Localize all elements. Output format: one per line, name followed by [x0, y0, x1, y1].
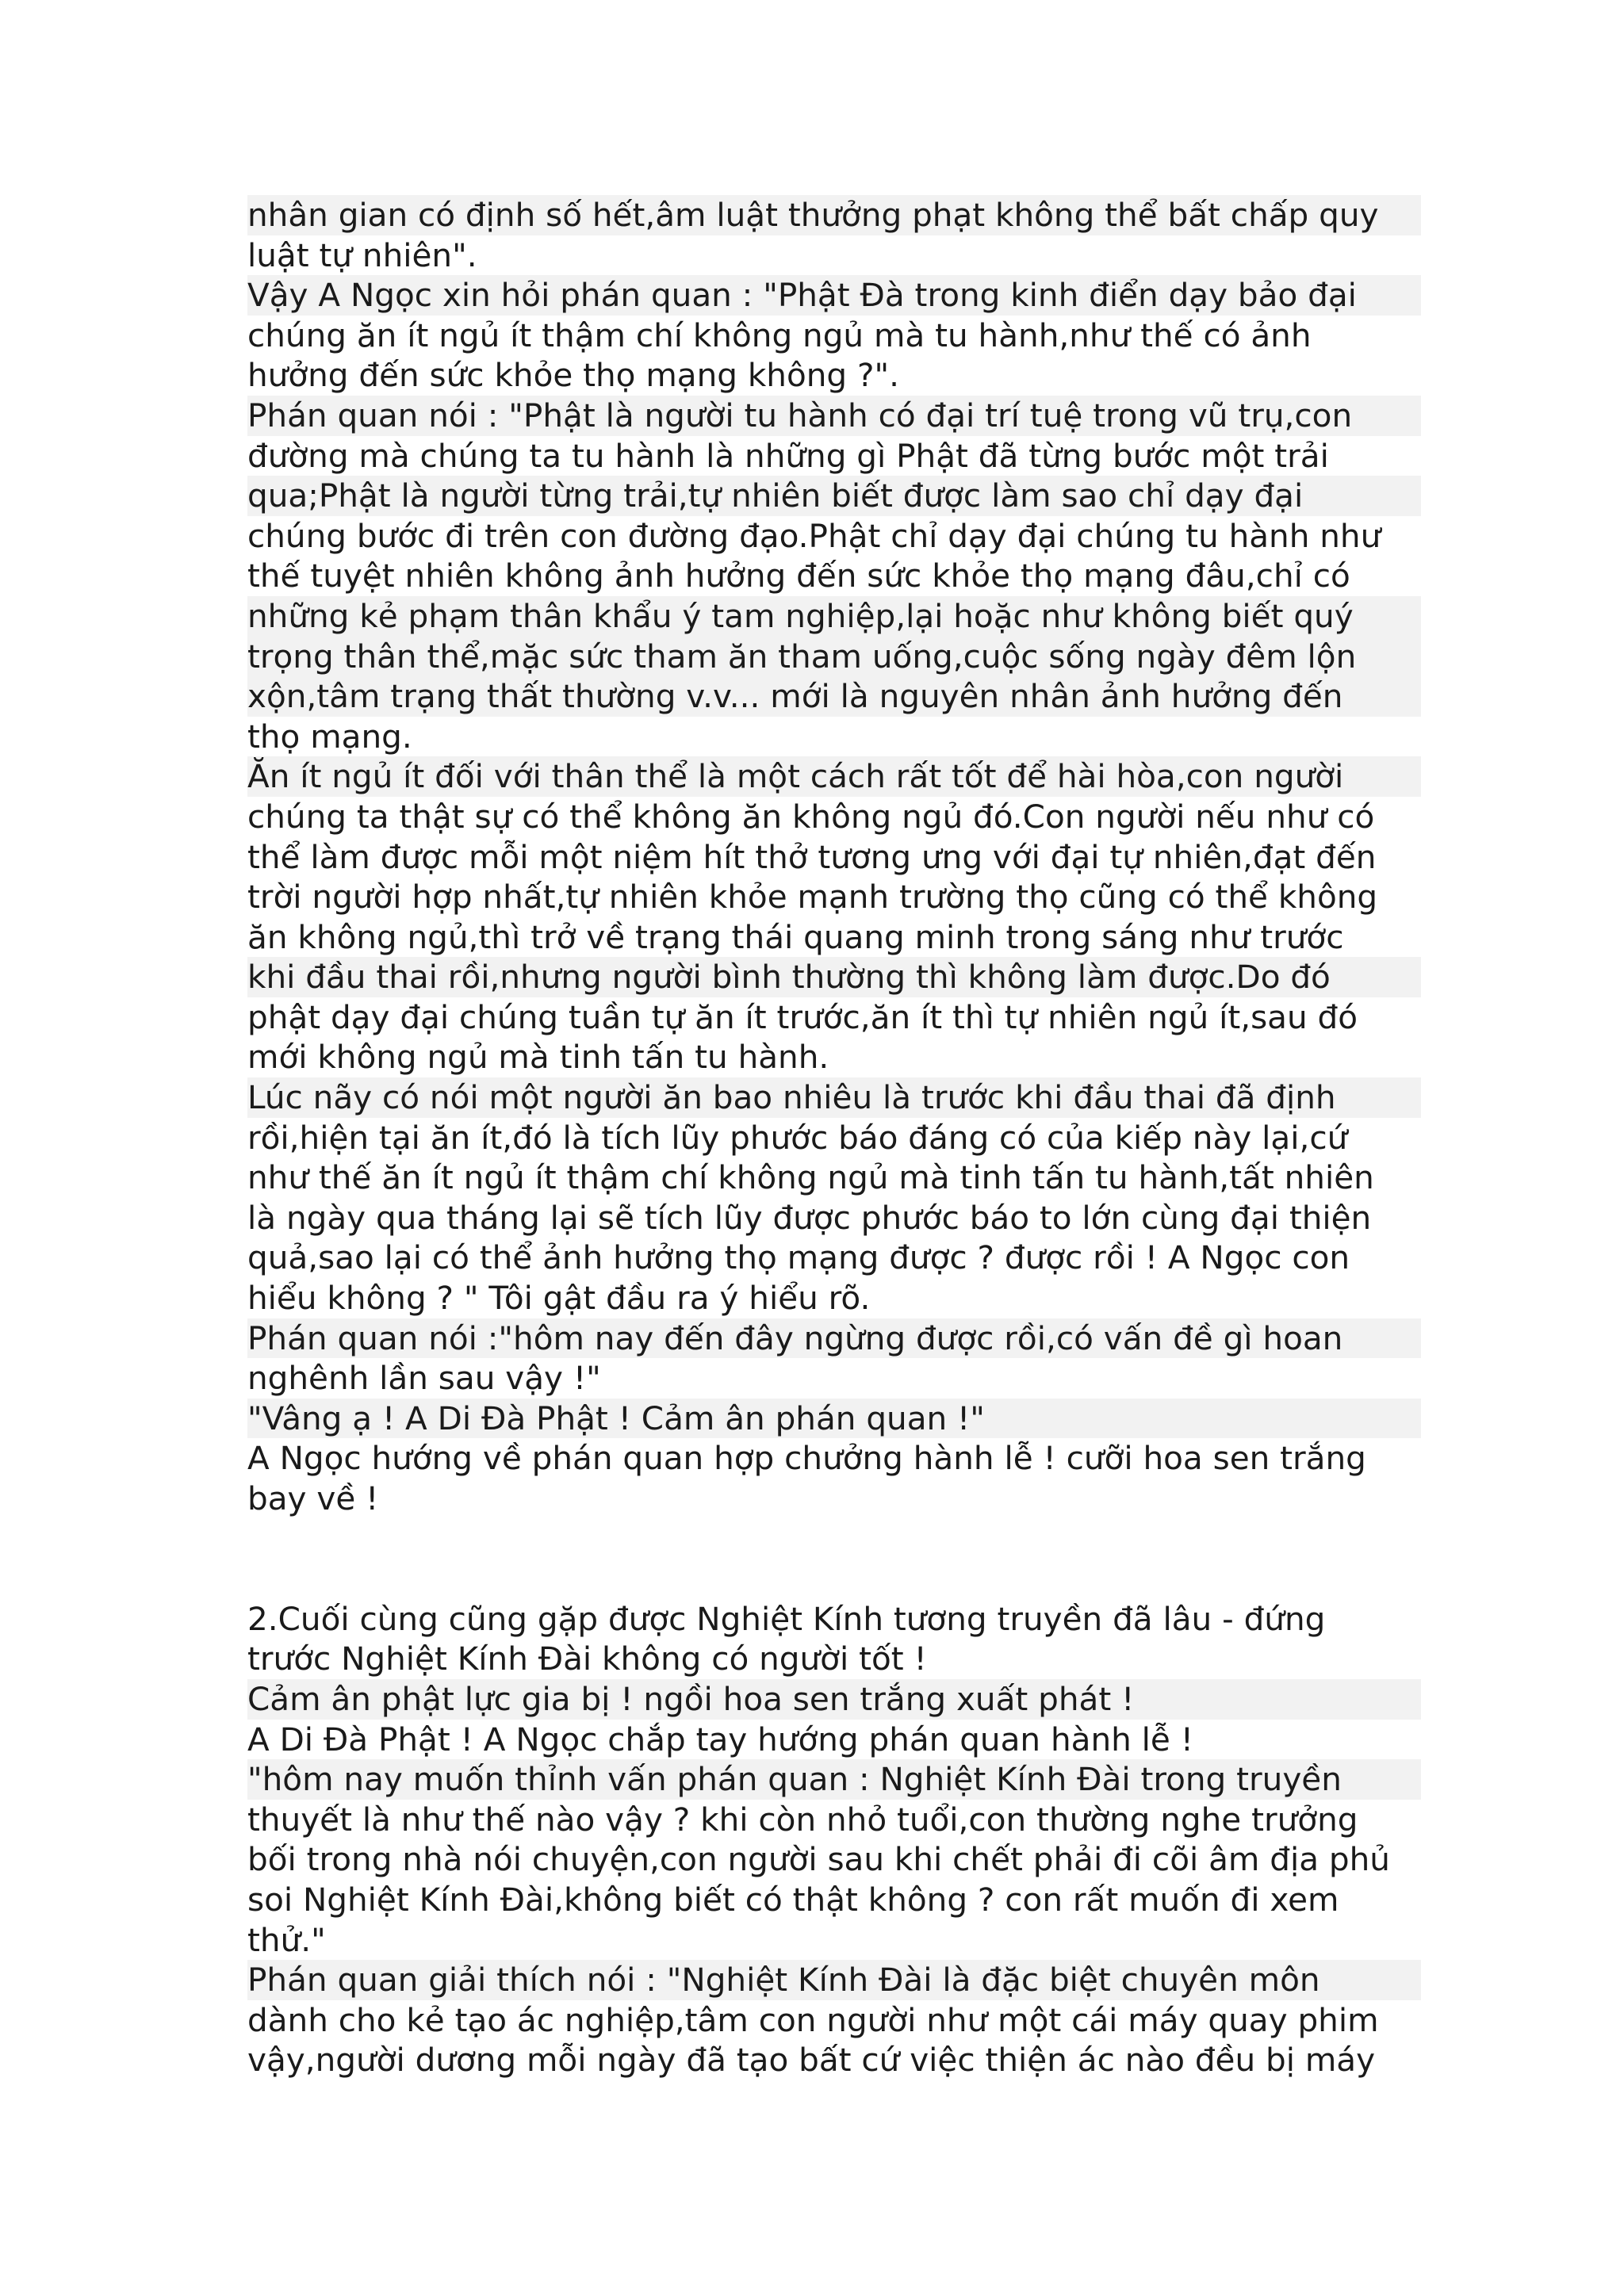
section-heading: trước Nghiệt Kính Đài không có người tốt !: [247, 1640, 927, 1678]
text-line: ăn không ngủ,thì trở về trạng thái quang minh trong sáng như trước: [247, 917, 1344, 956]
text-line: là ngày qua tháng lại sẽ tích lũy được phước báo to lớn cùng đại thiện: [247, 1198, 1372, 1237]
text-line: luật tự nhiên".: [247, 235, 477, 274]
text-line: Phán quan giải thích nói : "Nghiệt Kính Đài là đặc biệt chuyên môn: [247, 1960, 1421, 2000]
text-line: trọng thân thể,mặc sức tham ăn tham uống,cuộc sống ngày đêm lộn: [247, 637, 1421, 677]
text-line: quả,sao lại có thể ảnh hưởng thọ mạng được ? được rồi ! A Ngọc con: [247, 1238, 1350, 1277]
text-line: những kẻ phạm thân khẩu ý tam nghiệp,lại hoặc như không biết quý: [247, 596, 1421, 637]
text-line: hiểu không ? " Tôi gật đầu ra ý hiểu rõ.: [247, 1279, 871, 1318]
text-line: vậy,người dương mỗi ngày đã tạo bất cứ việc thiện ác nào đều bị máy: [247, 2041, 1376, 2080]
text-line: thọ mạng.: [247, 717, 412, 756]
blank-line: [247, 1519, 1421, 1559]
text-line: bối trong nhà nói chuyện,con người sau khi chết phải đi cõi âm địa phủ: [247, 1840, 1390, 1879]
text-line: A Di Đà Phật ! A Ngọc chắp tay hướng phán quan hành lễ !: [247, 1720, 1193, 1758]
text-line: "hôm nay muốn thỉnh vấn phán quan : Nghiệt Kính Đài trong truyền: [247, 1759, 1421, 1800]
text-line: chúng ta thật sự có thể không ăn không ngủ đó.Con người nếu như có: [247, 797, 1375, 836]
text-line: nghênh lần sau vậy !": [247, 1359, 601, 1398]
text-line: đường mà chúng ta tu hành là những gì Phật đã từng bước một trải: [247, 436, 1329, 475]
text-line: thử.": [247, 1920, 326, 1959]
text-line: Cảm ân phật lực gia bị ! ngồi hoa sen trắng xuất phát !: [247, 1679, 1421, 1720]
text-line: qua;Phật là người từng trải,tự nhiên biết được làm sao chỉ dạy đại: [247, 476, 1421, 516]
text-line: thể làm được mỗi một niệm hít thở tương ưng với đại tự nhiên,đạt đến: [247, 837, 1377, 876]
section-heading: 2.Cuối cùng cũng gặp được Nghiệt Kính tương truyền đã lâu - đứng: [247, 1599, 1326, 1638]
text-line: chúng ăn ít ngủ ít thậm chí không ngủ mà tu hành,như thế có ảnh: [247, 316, 1312, 354]
text-line: mới không ngủ mà tinh tấn tu hành.: [247, 1038, 829, 1077]
text-line: bay về !: [247, 1479, 379, 1517]
text-line: trời người hợp nhất,tự nhiên khỏe mạnh trường thọ cũng có thể không: [247, 878, 1378, 916]
text-line: như thế ăn ít ngủ ít thậm chí không ngủ mà tinh tấn tu hành,tất nhiên: [247, 1158, 1374, 1197]
text-line: rồi,hiện tại ăn ít,đó là tích lũy phước báo đáng có của kiếp này lại,cứ: [247, 1118, 1348, 1157]
text-line: soi Nghiệt Kính Đài,không biết có thật không ? con rất muốn đi xem: [247, 1880, 1339, 1919]
text-line: Phán quan nói : "Phật là người tu hành có đại trí tuệ trong vũ trụ,con: [247, 396, 1421, 436]
text-line: thuyết là như thế nào vậy ? khi còn nhỏ tuổi,con thường nghe trưởng: [247, 1800, 1358, 1839]
text-line: A Ngọc hướng về phán quan hợp chưởng hành lễ ! cưỡi hoa sen trắng: [247, 1439, 1366, 1478]
text-line: chúng bước đi trên con đường đạo.Phật chỉ dạy đại chúng tu hành như: [247, 516, 1381, 555]
text-line: phật dạy đại chúng tuần tự ăn ít trước,ăn ít thì tự nhiên ngủ ít,sau đó: [247, 997, 1358, 1036]
text-line: hưởng đến sức khỏe thọ mạng không ?".: [247, 356, 900, 395]
text-line: xộn,tâm trạng thất thường v.v... mới là nguyên nhân ảnh hưởng đến: [247, 676, 1421, 717]
blank-line: [247, 1559, 1421, 1599]
text-line: "Vâng ạ ! A Di Đà Phật ! Cảm ân phán quan !": [247, 1399, 1421, 1439]
document-page: [247, 195, 1421, 2080]
text-line: nhân gian có định số hết,âm luật thưởng phạt không thể bất chấp quy: [247, 195, 1421, 235]
text-line: Lúc nãy có nói một người ăn bao nhiêu là trước khi đầu thai đã định: [247, 1077, 1421, 1118]
text-line: dành cho kẻ tạo ác nghiệp,tâm con người như một cái máy quay phim: [247, 2000, 1379, 2039]
text-line: Vậy A Ngọc xin hỏi phán quan : "Phật Đà trong kinh điển dạy bảo đại: [247, 275, 1421, 316]
text-line: Phán quan nói :"hôm nay đến đây ngừng được rồi,có vấn đề gì hoan: [247, 1318, 1421, 1359]
text-line: Ăn ít ngủ ít đối với thân thể là một cách rất tốt để hài hòa,con người: [247, 756, 1421, 797]
text-line: thế tuyệt nhiên không ảnh hưởng đến sức khỏe thọ mạng đâu,chỉ có: [247, 557, 1350, 595]
text-line: khi đầu thai rồi,nhưng người bình thường thì không làm được.Do đó: [247, 957, 1421, 997]
